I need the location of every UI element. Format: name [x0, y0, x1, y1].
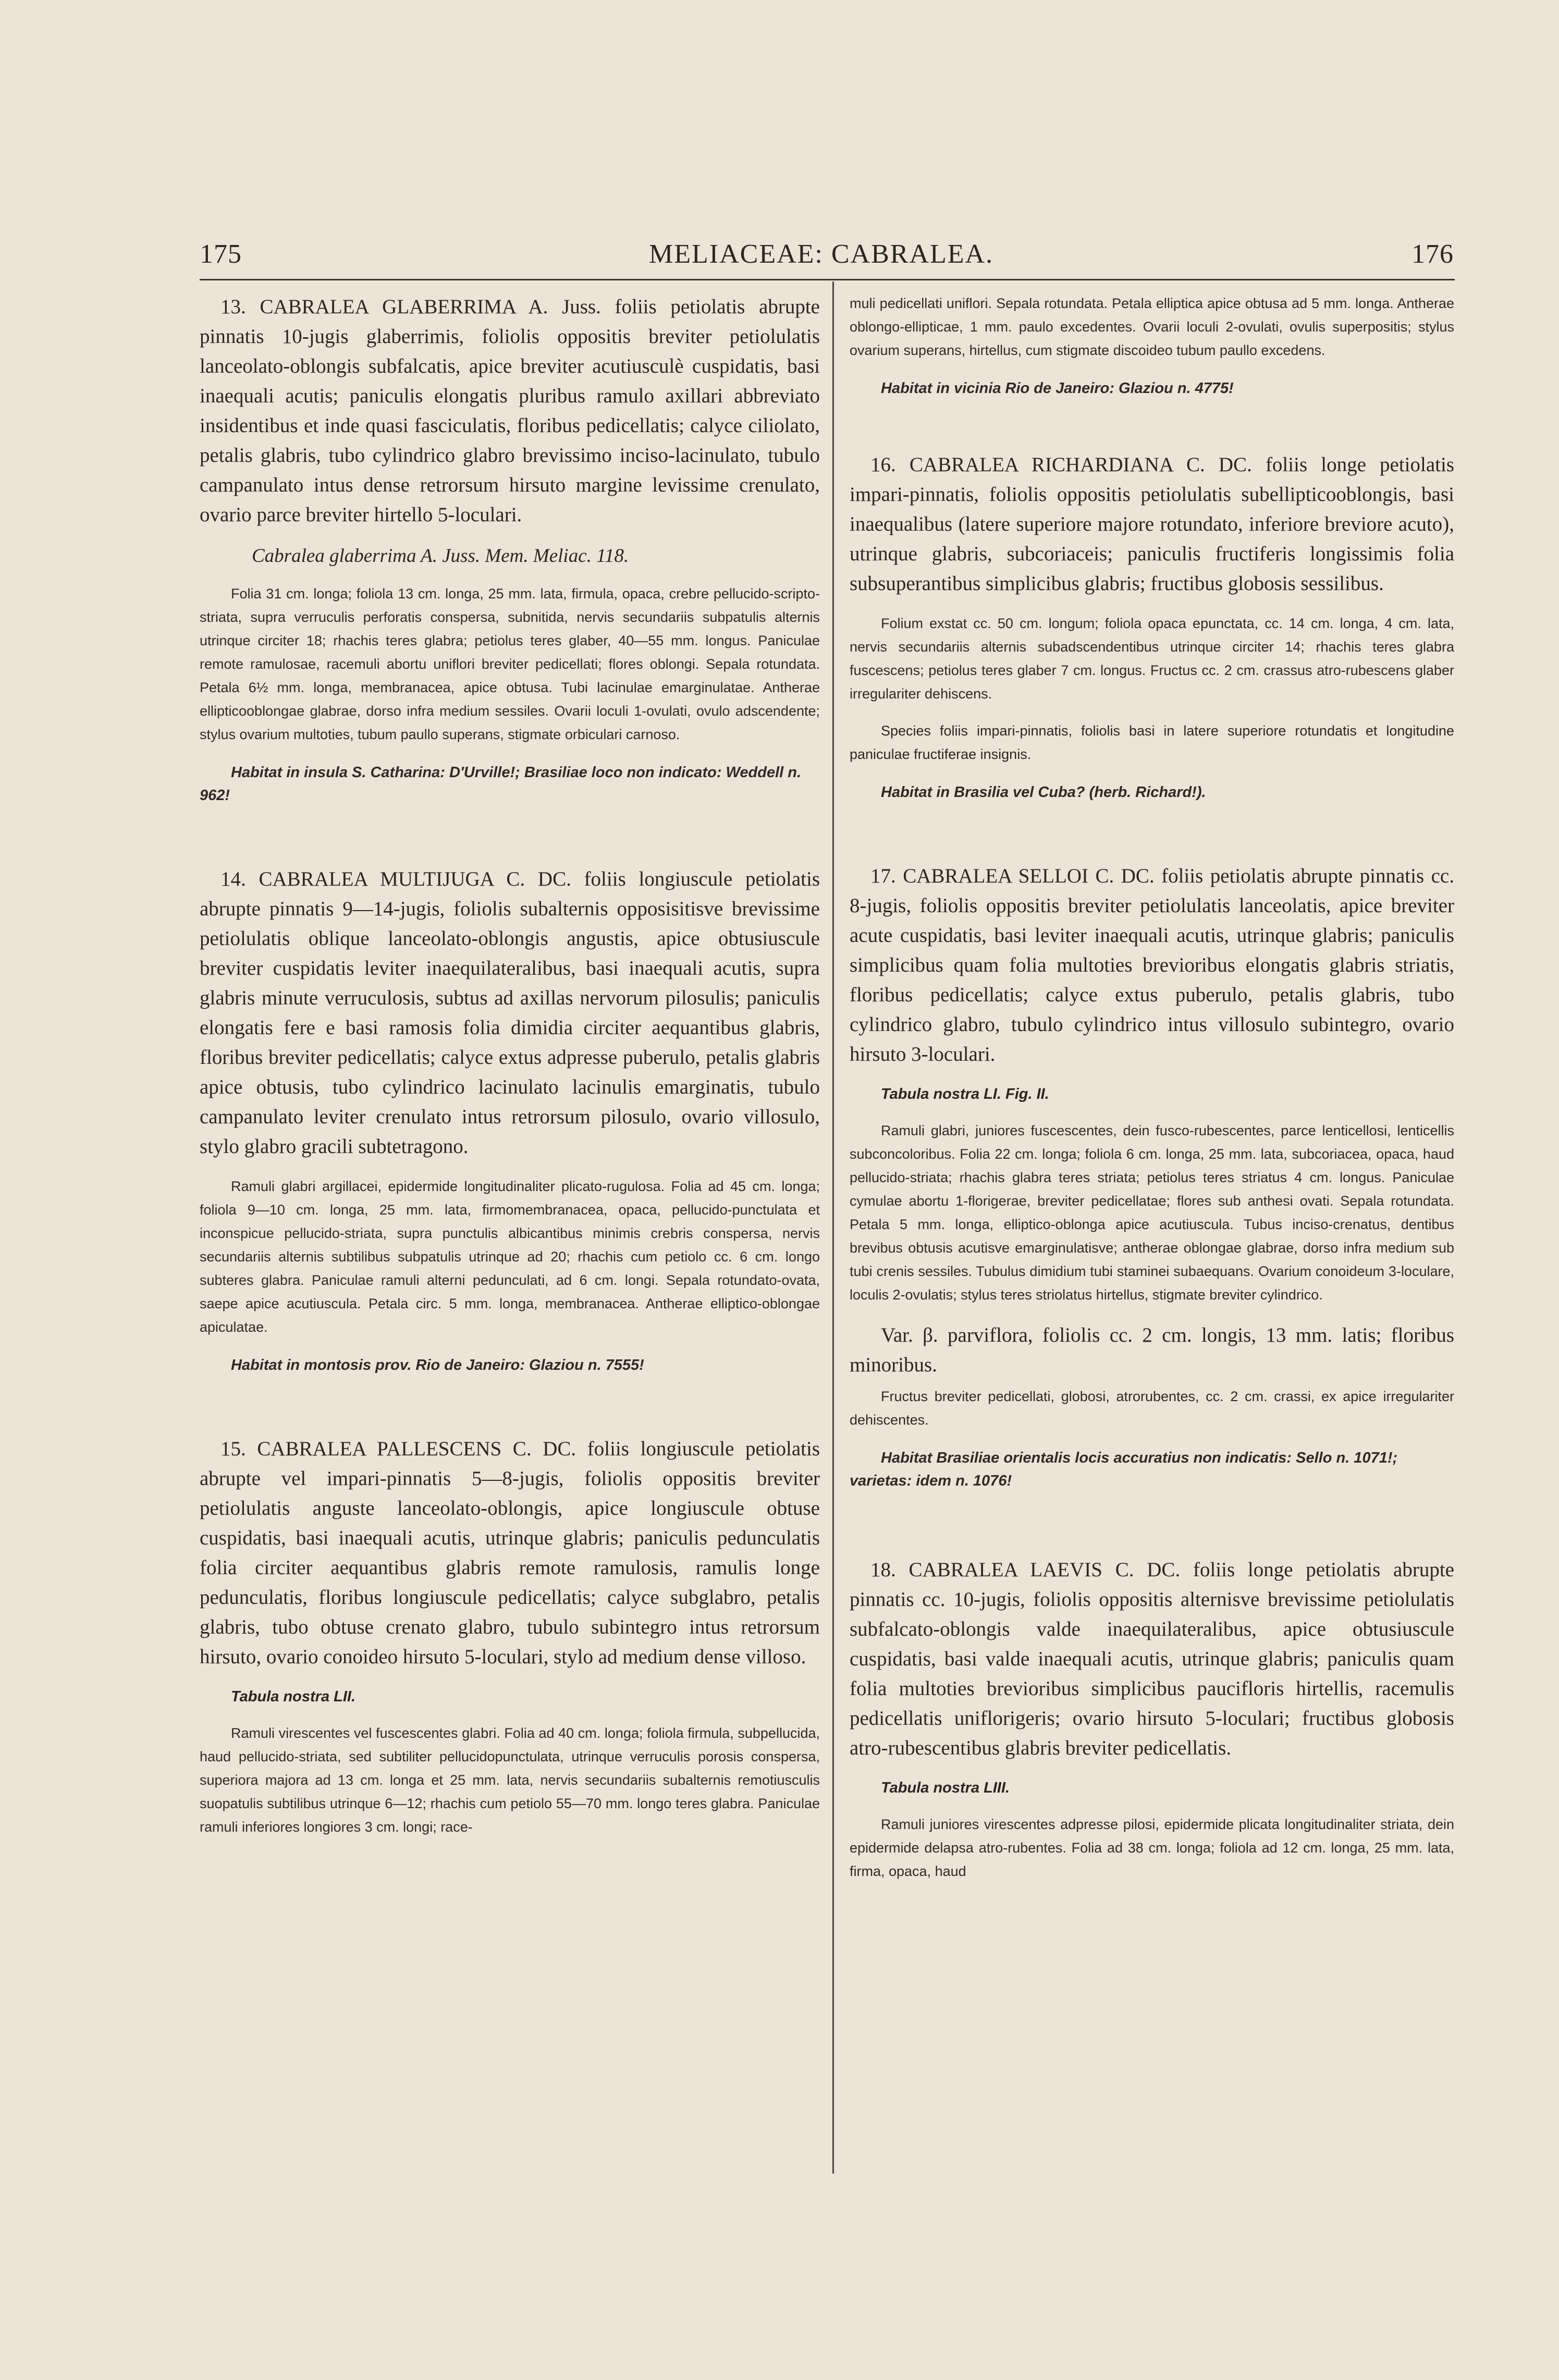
page-header — [0, 239, 1559, 280]
species-entry-17 — [850, 861, 1454, 1492]
entry-gap — [850, 400, 1454, 450]
habitat-line: Habitat Brasiliae orientalis locis accuratius non indicatis: Sello n. 1071!; varietas: idem n. 1076! — [850, 1450, 1398, 1489]
species-diagnosis: 14. CABRALEA MULTIJUGA C. DC. foliis longiuscule petiolatis abrupte pinnatis 9—14-jugis, foliolis subalternis opposisitisve brevissime petiolulatis oblique lanceolato-oblongis angustis, apice obtusiuscule breviter cuspidatis leviter inaequilateralibus, basi inaequali acutis, supra glabris minute verruculosis, subtus ad axillas nervorum pilosulis; paniculis elongatis fere e basi ramosis folia dimidia circiter aequantibus glabris, floribus breviter pedicellatis; calyce extus adpresse puberulo, petalis glabris apice obtusis, tubo cylindrico lacinulato lacinulis emarginatis, tubulo campanulato leviter crenulato intus retrorsum pilosulo, ovario villosulo, stylo glabro gracili subtetragono. — [200, 868, 820, 1158]
entry-gap — [850, 1492, 1454, 1555]
species-entry-15 — [200, 1434, 820, 1839]
species-entry-15-continued — [850, 292, 1454, 400]
column-divider — [832, 281, 834, 2174]
species-diagnosis: 17. CABRALEA SELLOI C. DC. foliis petiolatis abrupte pinnatis cc. 8-jugis, foliolis oppositis breviter petiolulatis lanceolatis, apice breviter acute cuspidatis, basi leviter inaequali acutis, utrinque glabris; paniculis simplicibus quam folia multoties brevioribus elongatis glabris striatis, floribus pedicellatis; calyce extus puberulo, petalis glabris, tubo cylindrico glabro, tubulo cylindrico intus villosulo subintegro, ovario hirsuto 3-loculari. — [850, 865, 1454, 1065]
entry-gap — [200, 1377, 820, 1434]
species-entry-14 — [200, 864, 820, 1377]
running-title: MELIACEAE: CABRALEA. — [649, 239, 994, 269]
habitat-line: Habitat in Brasilia vel Cuba? (herb. Richard!). — [881, 784, 1206, 801]
synonym-citation: Cabralea glaberrima A. Juss. Mem. Meliac. 118. — [252, 545, 629, 567]
species-entry-18 — [850, 1555, 1454, 1883]
entry-gap — [200, 807, 820, 864]
species-description: Ramuli glabri argillacei, epidermide longitudinaliter plicato-rugulosa. Folia ad 45 cm. longa; foliola 9—10 cm. longa, 25 mm. lata, firmomembranacea, opaca, pellucido-punctulata et inconspicue pellucido-striata, supra punctulis albicantibus minimis crebris conspersa, nervis secundariis alternis subtilibus subpatulis utrinque ad 20; rhachis cum petiolo cc. 6 cm. longo subteres glabra. Paniculae ramuli alterni pedunculati, ad 6 cm. longi. Sepala rotundato-ovata, saepe apice acutiuscula. Petala circ. 5 mm. longa, membranacea. Antherae elliptico-oblongae apiculatae. — [200, 1179, 820, 1335]
plate-reference: Tabula nostra LI. Fig. II. — [881, 1086, 1049, 1102]
species-description: Folium exstat cc. 50 cm. longum; foliola opaca epunctata, cc. 14 cm. longa, 4 cm. lata, nervis secundariis alternis subadscendentibus utrinque circiter 14; rhachis teres glabra fuscescens; petiolus teres glaber 7 cm. longus. Fructus cc. 2 cm. crassus atro-rubescens glaber irregulariter dehiscens. — [850, 616, 1454, 702]
left-column — [200, 292, 820, 1839]
species-entry-16 — [850, 450, 1454, 804]
header-rule — [200, 279, 1455, 280]
species-entry-13 — [200, 292, 820, 807]
page-number-right: 176 — [1411, 239, 1454, 269]
habitat-line: Habitat in insula S. Catharina: D'Urville!; Brasiliae loco non indicato: Weddell n. 962! — [200, 764, 802, 804]
right-column — [850, 292, 1454, 1883]
species-diagnosis: 15. CABRALEA PALLESCENS C. DC. foliis longiuscule petiolatis abrupte vel impari-pinnatis 5—8-jugis, foliolis oppositis breviter petiolulatis anguste lanceolato-oblongis, apice longiuscule obtuse cuspidatis, basi inaequali acutis, utrinque glabris; paniculis pedunculatis folia circiter aequantibus glabris remote ramulosis, ramulis longe pedunculatis, floribus longiuscule pedicellatis; calyce subglabro, petalis glabris, tubo obtuse crenato glabro, tubulo subintegro intus retrorsum hirsuto, ovario conoideo hirsuto 5-loculari, stylo ad medium dense villoso. — [200, 1438, 820, 1668]
variety-description: Fructus breviter pedicellati, globosi, atrorubentes, cc. 2 cm. crassi, ex apice irregulariter dehiscentes. — [850, 1389, 1454, 1428]
species-diagnosis: 13. CABRALEA GLABERRIMA A. Juss. foliis petiolatis abrupte pinnatis 10-jugis glaberrimis, foliolis oppositis breviter petiolulatis lanceolato-oblongis subfalcatis, apice breviter acutiusculè cuspidatis, basi inaequali acutis; paniculis elongatis pluribus ramulo axillari abbreviato insidentibus et inde quasi fasciculatis, floribus pedicellatis; calyce ciliolato, petalis glabris, tubo cylindrico glabro brevissimo inciso-lacinulato, tubulo campanulato intus dense retrorsum hirsuto margine levissime crenulato, ovario parce breviter hirtello 5-loculari. — [200, 296, 820, 526]
habitat-line: Habitat in vicinia Rio de Janeiro: Glaziou n. 4775! — [881, 380, 1234, 397]
species-description: Ramuli glabri, juniores fuscescentes, dein fusco-rubescentes, parce lenticellosi, lenticellis subconcoloribus. Folia 22 cm. longa; foliola 6 cm. longa, 25 mm. lata, subcoriacea, opaca, haud pellucido-striata; rhachis glabra teres striata; petiolus teres striatus 4 cm. longus. Paniculae cymulae abortu 1-florigerae, breviter pedicellatae; flores sub anthesi ovati. Sepala rotundata. Petala 5 mm. longa, elliptico-oblonga apice acutiuscula. Tubus inciso-crenatus, dentibus brevibus obtusis acutisve emarginulatisve; antherae oblongae glabrae, dorso infra medium sub tubi crenis sessiles. Tubulus dimidium tubi staminei subaequans. Ovarium conoideum 3-loculare, loculis 2-ovulatis; stylus teres striolatus hirtellus, stigmate breviter cylindrico. — [850, 1123, 1454, 1303]
species-diagnosis: 18. CABRALEA LAEVIS C. DC. foliis longe petiolatis abrupte pinnatis cc. 10-jugis, foliolis oppositis alternisve brevissime petiolulatis subfalcato-oblongis valde inaequilateralibus, apice obtusiuscule cuspidatis, basi valde inaequali acutis, utrinque glabris; paniculis quam folia multoties brevioribus simplicibus paucifloris hirtellis, racemulis pedicellatis uniflorigeris; ovario hirsuto 5-loculari; fructibus globosis atro-rubescentibus glabris breviter pedicellatis. — [850, 1559, 1454, 1759]
page-number-left: 175 — [200, 239, 242, 269]
variety-diagnosis: Var. β. parviflora, foliolis cc. 2 cm. longis, 13 mm. latis; floribus minoribus. — [850, 1324, 1454, 1376]
plate-reference: Tabula nostra LII. — [231, 1688, 356, 1705]
habitat-line: Habitat in montosis prov. Rio de Janeiro: Glaziou n. 7555! — [231, 1357, 644, 1373]
species-diagnosis: 16. CABRALEA RICHARDIANA C. DC. foliis longe petiolatis impari-pinnatis, foliolis oppositis petiolulatis subellipticooblongis, basi inaequalibus (latere superiore majore rotundato, inferiore breviore acuto), utrinque glabris, subcoriaceis; paniculis fructiferis longissimis folia subsuperantibus simplicibus glabris; fructibus globosis sessilibus. — [850, 453, 1454, 595]
species-note: Species foliis impari-pinnatis, foliolis basi in latere superiore rotundatis et longitudine paniculae fructiferae insignis. — [850, 723, 1454, 762]
species-description: Folia 31 cm. longa; foliola 13 cm. longa, 25 mm. lata, firmula, opaca, crebre pellucido-scripto-striata, supra verruculis perforatis conspersa, subnitida, nervis secundariis subpatulis alternis utrinque circiter 18; rhachis teres glabra; petiolus teres glaber, 40—55 mm. longus. Paniculae remote ramulosae, racemuli abortu uniflori breviter pedicellati; flores oblongi. Sepala rotundata. Petala 6½ mm. longa, membranacea, apice obtusa. Tubi lacinulae emarginulatae. Antherae ellipticooblongae glabrae, dorso infra medium sessiles. Ovarii loculi 1-ovulati, ovulo adscendente; stylus ovarium multoties, tubum paullo superans, stigmate orbiculari carnoso. — [200, 586, 820, 742]
species-description: Ramuli juniores virescentes adpresse pilosi, epidermide plicata longitudinaliter striata, dein epidermide delapsa atro-rubentes. Folia ad 38 cm. longa; foliola ad 12 cm. longa, 25 mm. lata, firma, opaca, haud — [850, 1817, 1454, 1879]
species-description: muli pedicellati uniflori. Sepala rotundata. Petala elliptica apice obtusa ad 5 mm. longa. Antherae oblongo-ellipticae, 1 mm. paulo excedentes. Ovarii loculi 2-ovulati, ovulis superpositis; stylus ovarium superans, hirtellus, cum stigmate discoideo tubum paullo excedens. — [850, 296, 1454, 358]
plate-reference: Tabula nostra LIII. — [881, 1780, 1010, 1796]
species-description: Ramuli virescentes vel fuscescentes glabri. Folia ad 40 cm. longa; foliola firmula, subpellucida, haud pellucido-striata, sed subtiliter pellucidopunctulata, utrinque verruculis porosis conspersa, superiora majora ad 13 cm. longa et 25 mm. lata, nervis secundariis subalternis remotiusculis suopatulis subtilibus utrinque 6—12; rhachis cum petiolo 55—70 mm. longo teres glabra. Paniculae ramuli inferiores longiores 3 cm. longi; race- — [200, 1725, 820, 1835]
entry-gap — [850, 804, 1454, 861]
